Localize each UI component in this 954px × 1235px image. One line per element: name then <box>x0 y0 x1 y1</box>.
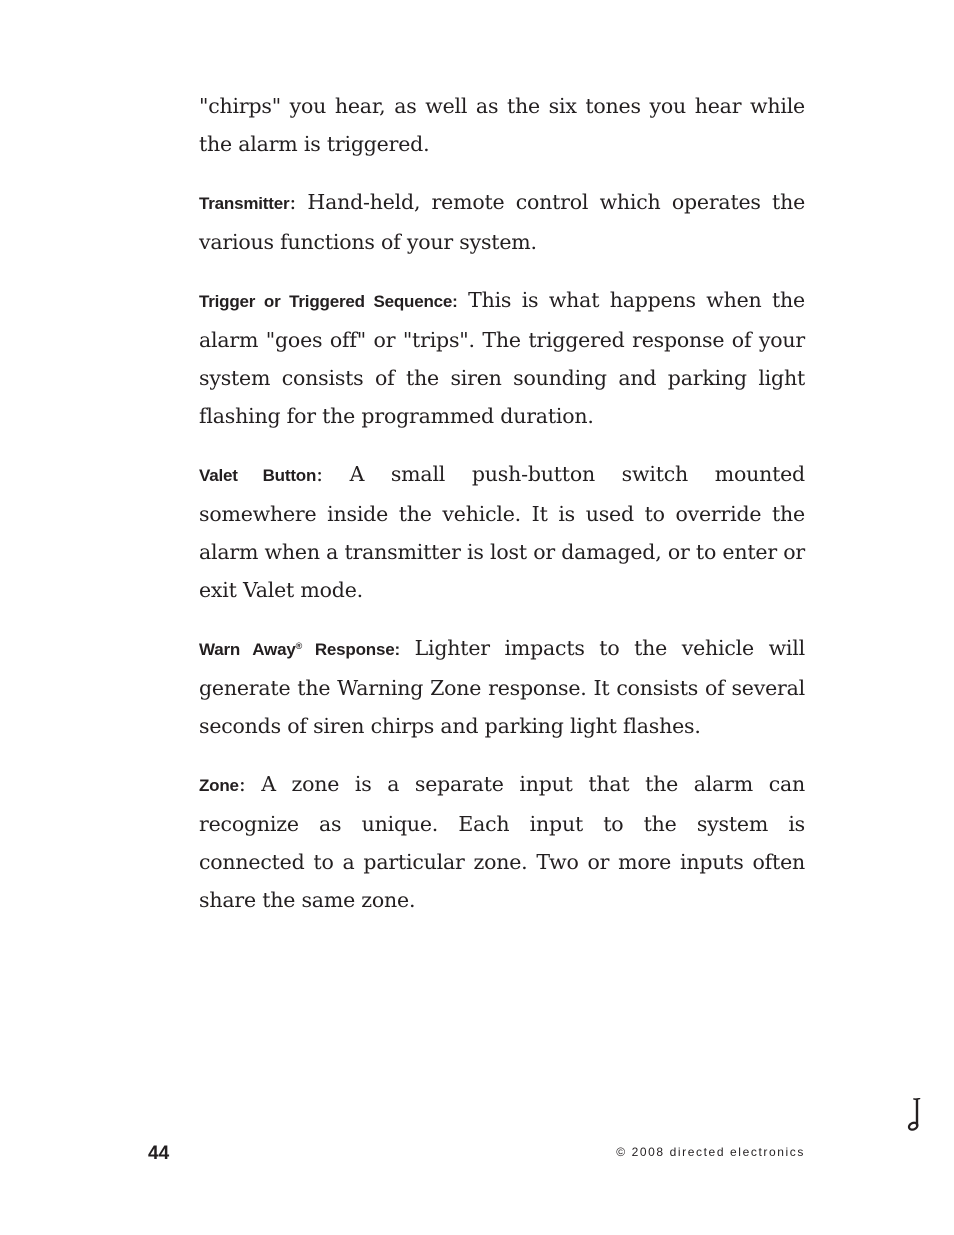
term-separator: : <box>289 190 308 214</box>
term-separator: : <box>316 462 350 486</box>
term-separator <box>458 288 468 312</box>
glossary-entry-transmitter <box>199 183 805 261</box>
glossary-entry-zone <box>199 765 805 919</box>
glossary-entry-valet-button <box>199 455 805 609</box>
glossary-term: Trigger or Triggered Sequence: <box>199 292 458 311</box>
term-separator <box>400 636 415 660</box>
glossary-definition: Lighter impacts to the vehicle will generate the Warning Zone response. It consists of several seconds of siren chirps and parking light flashes. <box>199 636 805 738</box>
glossary-definition: A small push-button switch mounted somewhere inside the vehicle. It is used to override the alarm when a transmitter is lost or damaged, or to enter or exit Valet mode. <box>199 462 805 602</box>
glossary-definition: This is what happens when the alarm "goes off" or "trips". The triggered response of your system consists of the siren sounding and parking light flashing for the programmed duration. <box>199 288 805 428</box>
glossary-term: Valet Button <box>199 466 317 485</box>
glossary-term-name: Warn Away <box>199 640 296 659</box>
registered-trademark-mark: ® <box>295 641 303 651</box>
page-number: 44 <box>148 1143 170 1164</box>
glossary-term-suffix: Response: <box>302 640 400 659</box>
copyright-notice: © 2008 directed electronics <box>616 1145 805 1159</box>
glossary-text <box>199 87 805 939</box>
glossary-term: Transmitter <box>199 194 290 213</box>
continuation-paragraph: "chirps" you hear, as well as the six tones you hear while the alarm is triggered. <box>199 94 805 156</box>
glossary-definition: Hand-held, remote control which operates the various functions of your system. <box>199 190 806 254</box>
music-note-icon <box>906 1098 922 1132</box>
glossary-definition: A zone is a separate input that the alarm can recognize as unique. Each input to the system is connected to a particular zone. Two or more inputs often share the same zone. <box>199 772 805 912</box>
glossary-entry-warn-away <box>199 629 805 745</box>
term-separator: : <box>238 772 262 796</box>
glossary-term <box>199 640 400 659</box>
glossary-entry-trigger <box>199 281 805 435</box>
glossary-term: Zone <box>199 776 239 795</box>
